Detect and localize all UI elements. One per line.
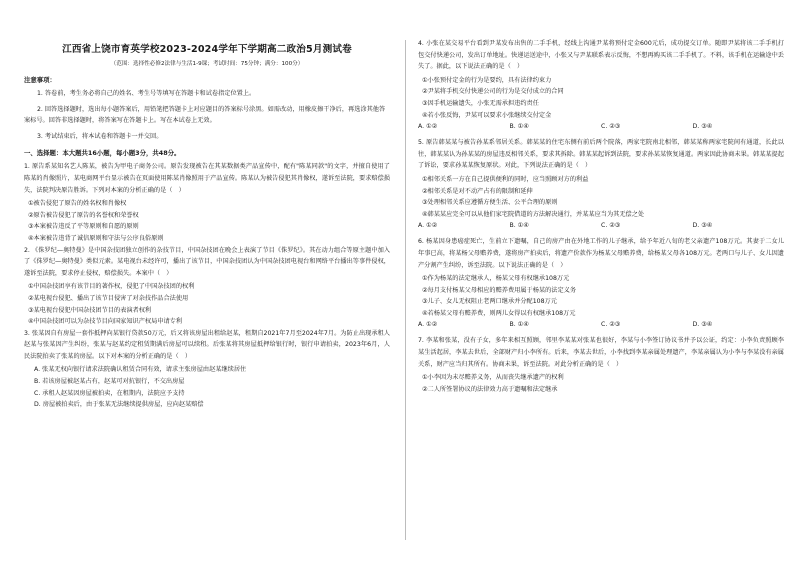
option: ④中国杂技团可以为杂技节目向国家知识产权局申请专利 — [28, 318, 183, 326]
option: B. 若该房屋被赵某占有，赵某可对抗银行，不交出房屋 — [34, 378, 185, 386]
option: ④本案被告违背了诚信原则和守法与公序良俗原则 — [28, 234, 164, 242]
answer-choice: C. ②③ — [601, 321, 621, 329]
answer-choice: D. ③④ — [692, 123, 713, 131]
question-5 — [418, 137, 784, 232]
option: ③处理相邻关系应遵循方便生活、公平合理的原则 — [422, 199, 558, 207]
option: D. 房屋被拍卖后，由于张某无法继续提供房屋，应向赵某赔偿 — [34, 401, 204, 409]
answer-choice: B. ①④ — [509, 123, 529, 131]
answer-choice: B. ①④ — [509, 222, 529, 230]
question-stem: 5. 原告韩某某与被告孙某系邻居关系。韩某某的住宅东侧有前后两个院落，两家宅院南北相邻，韩某某称两家宅院间有通道，长此以往，韩某某认为孙某某的房屋违反相邻关系，要求其拆除。韩某某起诉到法院，要求孙某某恢复通道。两家因此协商未果。韩某某提起了诉讼，要求孙某某恢复原状。对此，下列说法正确的是（ ） — [418, 139, 784, 170]
option: ③儿子、女儿无权阻止老两口继承并分配108万元 — [422, 298, 557, 306]
column-divider — [405, 40, 406, 540]
answer-choice: A. ①② — [418, 222, 438, 230]
question-3 — [24, 328, 390, 411]
notice-3: 3. 考试结束后，将本试卷和答题卡一并交回。 — [37, 132, 163, 140]
option: ②二人所签署协议的法律效力高于遗嘱和法定继承 — [422, 385, 558, 393]
notice-2: 2. 回答选择题时，选出每小题答案后，用铅笔把答题卡上对应题目的答案标号涂黑。如需改动，用橡皮擦干净后，再选涂其他答案标号。回答非选择题时，将答案写在答题卡上。写在本试卷上无效。 — [24, 105, 386, 125]
option: ①相邻关系一方在自己提供便利的同时，应当照顾对方的利益 — [422, 175, 589, 183]
right-column — [418, 38, 784, 395]
answer-choice: C. ②③ — [601, 222, 621, 230]
exam-title: 江西省上饶市育英学校2023-2024学年下学期高二政治5月测试卷 — [62, 44, 352, 55]
exam-meta: （范围：选择性必修2法律与生活1-9课；考试时间：75分钟；满分：100分） — [110, 61, 304, 67]
question-1 — [24, 161, 390, 244]
answer-choice: D. ③④ — [692, 222, 713, 230]
answer-choices — [418, 319, 784, 331]
question-6 — [418, 236, 784, 331]
option: ①中国杂技团享有该节目的著作权，侵犯了中国杂技团的权利 — [28, 283, 195, 291]
option: ②原告被告侵犯了原告的名誉权和荣誉权 — [28, 211, 139, 219]
option: C. 承租人赵某因房屋被拍卖，在租期内，法院应予支持 — [34, 389, 185, 397]
answer-choice: D. ③④ — [692, 321, 713, 329]
option: ②每月支付杨某父母相应的赡养费用属于杨某的法定义务 — [422, 286, 577, 294]
option: ①小张预付定金的行为是要约，具有法律约束力 — [422, 76, 552, 84]
option: ①被告侵犯了原告的姓名权和肖像权 — [28, 200, 127, 208]
option: ①小李因为未尽赡养义务，从而丧失继承遗产的权利 — [422, 374, 564, 382]
answer-choices — [418, 121, 784, 133]
option: ③本案被告违反了平等原则和自愿的原则 — [28, 223, 139, 231]
answer-choice: A. ①② — [418, 321, 438, 329]
section-heading: 一、选择题：本大题共16小题，每小题3分，共48分。 — [24, 149, 181, 158]
question-2 — [24, 245, 390, 328]
answer-choice: C. ②③ — [601, 123, 621, 131]
option: ④若杨某父母有赡养费，则两儿女得以有权继承108万元 — [422, 309, 576, 317]
option: ③某电视台侵犯中国杂技团节目的表演者权利 — [28, 306, 152, 314]
answer-choice: B. ①④ — [509, 321, 529, 329]
question-stem: 2. 《侏罗纪—奥特曼》是中国杂技团独立创作的杂技节目，中国杂技团在晚会上表演了节目《侏罗纪》。其在动力组合等原主题中加入了《侏罗纪—奥特曼》类似元素。某电视台未经许可，播出了该节目，中国杂技团认为中国杂技团电视台和网络平台播出等事件侵权，遂诉至法院，要求停止侵权，赔偿损失。本案中（ ） — [24, 246, 390, 277]
option: ③因手机运输遗失，小张无需承担违约责任 — [422, 99, 539, 107]
answer-choices — [418, 220, 784, 232]
option: ②尹某将手机交付快递公司的行为是交付成立的合同 — [422, 88, 564, 96]
option: ④若小张反悔，尹某可以要求小张继续交付定金 — [422, 111, 552, 119]
option: ①作为杨某的法定继承人，杨某父母有权继承108万元 — [422, 275, 570, 283]
option: ④韩某某应完全可以从他们家宅院借道的方法解决通行，并某某应当为其无偿之处 — [422, 210, 645, 218]
answer-choice: A. ①② — [418, 123, 438, 131]
left-column — [24, 38, 390, 411]
question-7 — [418, 335, 784, 395]
option: ②某电视台侵犯、播出了该节目侵害了对杂技作品合法使用 — [28, 294, 189, 302]
notice-1: 1. 答卷前，考生务必将自己的姓名、考生号等填写在答题卡和试卷指定位置上。 — [37, 90, 256, 97]
question-4 — [418, 38, 784, 133]
question-stem: 1. 原告系某知名艺人陈某，被告为甲电子商务公司。原告发现被告在其某数据类产品宣传中，配有"陈某同款"的文字，并擅自使用了陈某的肖像照片，某电商网平台显示被告在页面使用陈某肖像照用于产品宣传。陈某认为被告侵犯其肖像权，遂诉至法院，要求赔偿损失，法院判决原告胜诉。下列对本案的分析正确的是（ ） — [24, 163, 390, 194]
option: ②相邻关系是对不动产占有的限制和延伸 — [422, 187, 533, 195]
question-stem: 6. 杨某因身患癌症死亡，生前立下遗嘱，自己的房产由在外地工作的儿子继承，给予年近八旬的老父亲遗产108万元。其妻于二女儿年事已高，将某杨父母赡养费，遂将房产拍卖后，将遗产价款作为杨某父母赡养费，给杨某父母各108万元。老两口与儿子、女儿因遗产分割产生纠纷，诉至法院。以下说法正确的是（ ） — [418, 238, 784, 269]
question-stem: 4. 小张在某交易平台看到尹某发布出售的二手手机，经线上沟通尹某将预付定金600元后，成功提交订单。随即尹某将该二手手机打包交付快递公司，发出订单地址。快递运送途中，小张又与尹某联系表示反悔，不想再购买该二手手机了。不料，该手机在运输途中丢失了。据此，以下说法正确的是（ ） — [418, 40, 784, 71]
question-stem: 7. 李某和张某，没有子女，多年来相互照顾，邻里李某某对张某也很好，李某与小李签订协议书并予以公证，约定：小李负责照顾李某生活起居，李某去世后，全部财产归小李所有。后来，李某去世后，小李找到李某亲属处理遗产，李某亲属认为小李与李某没有亲属关系，财产应当归其所有。协商未果，诉至法院。对此分析正确的是（ ） — [418, 337, 784, 368]
notice-heading: 注意事项： — [24, 76, 56, 84]
question-stem: 3. 张某因自有房屋一套作抵押向某银行贷款50万元，后又将该房屋出租给赵某，租期自2021年7月至2024年7月。为防止出现承租人赵某与张某因产生纠纷，张某与赵某约定租赁期满后房屋可以续租。后张某将其房屋抵押给银行时，银行申请拍卖，2023年6月，人民法院拍卖了张某的房屋。以下对本案的分析正确的是（ ） — [24, 329, 390, 360]
option: A. 张某无权向银行请求法院确认租赁合同有效，请求主张房屋由赵某继续居住 — [34, 366, 247, 374]
